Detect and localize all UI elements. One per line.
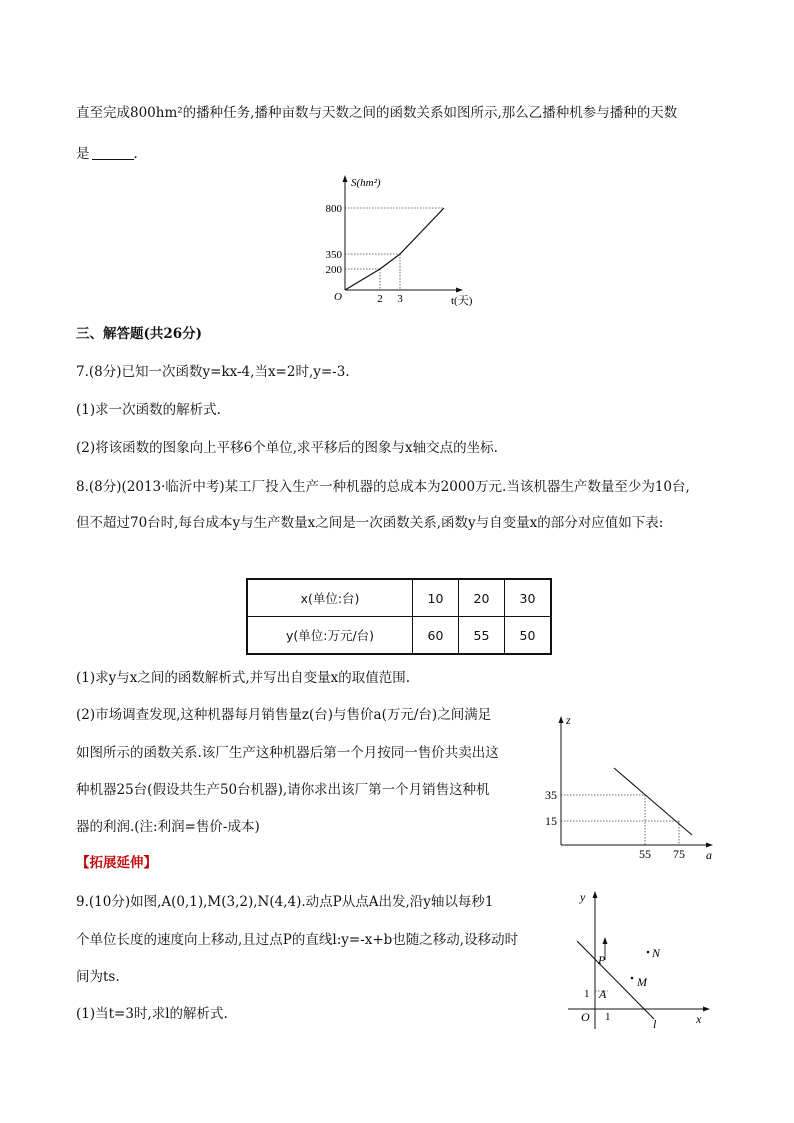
za-function-line xyxy=(614,768,692,835)
y-tick-200: 200 xyxy=(325,264,342,276)
arrow-up-head xyxy=(603,937,608,944)
point-p-label: P xyxy=(598,953,606,967)
xy-value-table xyxy=(246,578,552,655)
table-cell: 10 xyxy=(413,579,459,617)
x-tick-1: 1 xyxy=(605,1011,611,1023)
z-axis-label: z xyxy=(566,713,571,727)
answer-blank xyxy=(92,145,134,160)
y-axis-arrow xyxy=(343,175,348,182)
intro-line-1: 直至完成800hm²的播种任务,播种亩数与天数之间的函数关系如图所示,那么乙播种机参与播种的天数 xyxy=(76,105,678,121)
point-n-dot xyxy=(647,951,650,954)
guide-lines xyxy=(345,208,444,290)
table-cell: 30 xyxy=(505,579,552,617)
intro-line-2-prefix: 是 xyxy=(76,146,90,162)
point-n-label: N xyxy=(652,946,661,960)
q8-stem-line-1: 8.(8分)(2013·临沂中考)某工厂投入生产一种机器的总成本为2000万元.当该机器生产数量至少为10台, xyxy=(76,479,690,495)
z-axis-arrow xyxy=(559,716,564,723)
a-axis-arrow xyxy=(706,843,713,848)
q8-part-2-line-2: 如图所示的函数关系.该厂生产这种机器后第一个月按同一售价共卖出这 xyxy=(76,745,499,761)
za-guide-lines xyxy=(561,795,679,845)
y-axis-label: y xyxy=(580,890,586,904)
x-tick-2: 2 xyxy=(377,293,383,305)
x-axis-arrow xyxy=(703,1007,710,1012)
q8-part-2-line-4: 器的利润.(注:利润=售价-成本) xyxy=(76,819,260,835)
x-axis-label: t(天) xyxy=(451,295,473,307)
z-tick-15: 15 xyxy=(545,814,557,828)
table-cell: 20 xyxy=(459,579,505,617)
q8-part-1: (1)求y与x之间的函数解析式,并写出自变量x的取值范围. xyxy=(76,670,411,686)
table-header-x: x(单位:台) xyxy=(247,579,413,617)
a-tick-55: 55 xyxy=(639,847,651,861)
point-m-dot xyxy=(631,977,634,980)
intro-line-2 xyxy=(76,145,138,163)
section-3-title: 三、解答题(共26分) xyxy=(76,326,203,342)
x-axis-label: x xyxy=(696,1012,702,1026)
line-l-label: l xyxy=(653,1017,657,1031)
a-tick-75: 75 xyxy=(673,847,685,861)
q9-line-2: 个单位长度的速度向上移动,且过点P的直线l:y=-x+b也随之移动,设移动时 xyxy=(76,932,519,948)
table-cell: 50 xyxy=(505,617,552,655)
x-tick-3: 3 xyxy=(397,293,403,305)
origin-label: O xyxy=(334,291,342,303)
y-axis-arrow xyxy=(593,891,598,898)
table-cell: 60 xyxy=(413,617,459,655)
point-m-label: M xyxy=(637,975,647,989)
extension-label: 【拓展延伸】 xyxy=(76,855,157,871)
q7-part-1: (1)求一次函数的解析式. xyxy=(76,402,221,418)
y-axis-label: S(hm²) xyxy=(351,177,381,189)
q9-part-1: (1)当t=3时,求l的解析式. xyxy=(76,1006,228,1022)
y-tick-1: 1 xyxy=(584,988,590,1000)
z-tick-35: 35 xyxy=(545,788,557,802)
y-tick-800: 800 xyxy=(325,203,342,215)
table-cell: 55 xyxy=(459,617,505,655)
q8-stem-line-2: 但不超过70台时,每台成本y与生产数量x之间是一次函数关系,函数y与自变量x的部分对应值如下表: xyxy=(76,515,664,531)
line-l-graph xyxy=(560,884,720,1034)
q8-part-2-line-1: (2)市场调查发现,这种机器每月销售量z(台)与售价a(万元/台)之间满足 xyxy=(76,707,492,723)
table-header-y: y(单位:万元/台) xyxy=(247,617,413,655)
intro-line-2-suffix: . xyxy=(133,146,138,162)
q9-line-1: 9.(10分)如图,A(0,1),M(3,2),N(4,4).动点P从点A出发,沿y轴以每秒1 xyxy=(76,894,494,910)
q9-line-3: 间为ts. xyxy=(76,969,120,985)
sowing-function-line xyxy=(345,208,444,290)
origin-label: O xyxy=(581,1010,590,1024)
point-a-label: A xyxy=(599,987,607,1001)
table-row xyxy=(247,617,551,655)
a-axis-label: a xyxy=(706,848,712,862)
sales-graph xyxy=(530,712,725,864)
sowing-graph xyxy=(318,172,488,312)
q8-part-2-line-3: 种机器25台(假设共生产50台机器),请你求出该厂第一个月销售这种机 xyxy=(76,782,490,798)
q7-part-2: (2)将该函数的图象向上平移6个单位,求平移后的图象与x轴交点的坐标. xyxy=(76,440,498,456)
x-axis-arrow xyxy=(456,288,463,293)
table-row xyxy=(247,579,551,617)
q7-stem: 7.(8分)已知一次函数y=kx-4,当x=2时,y=-3. xyxy=(76,364,350,380)
y-tick-350: 350 xyxy=(325,249,342,261)
